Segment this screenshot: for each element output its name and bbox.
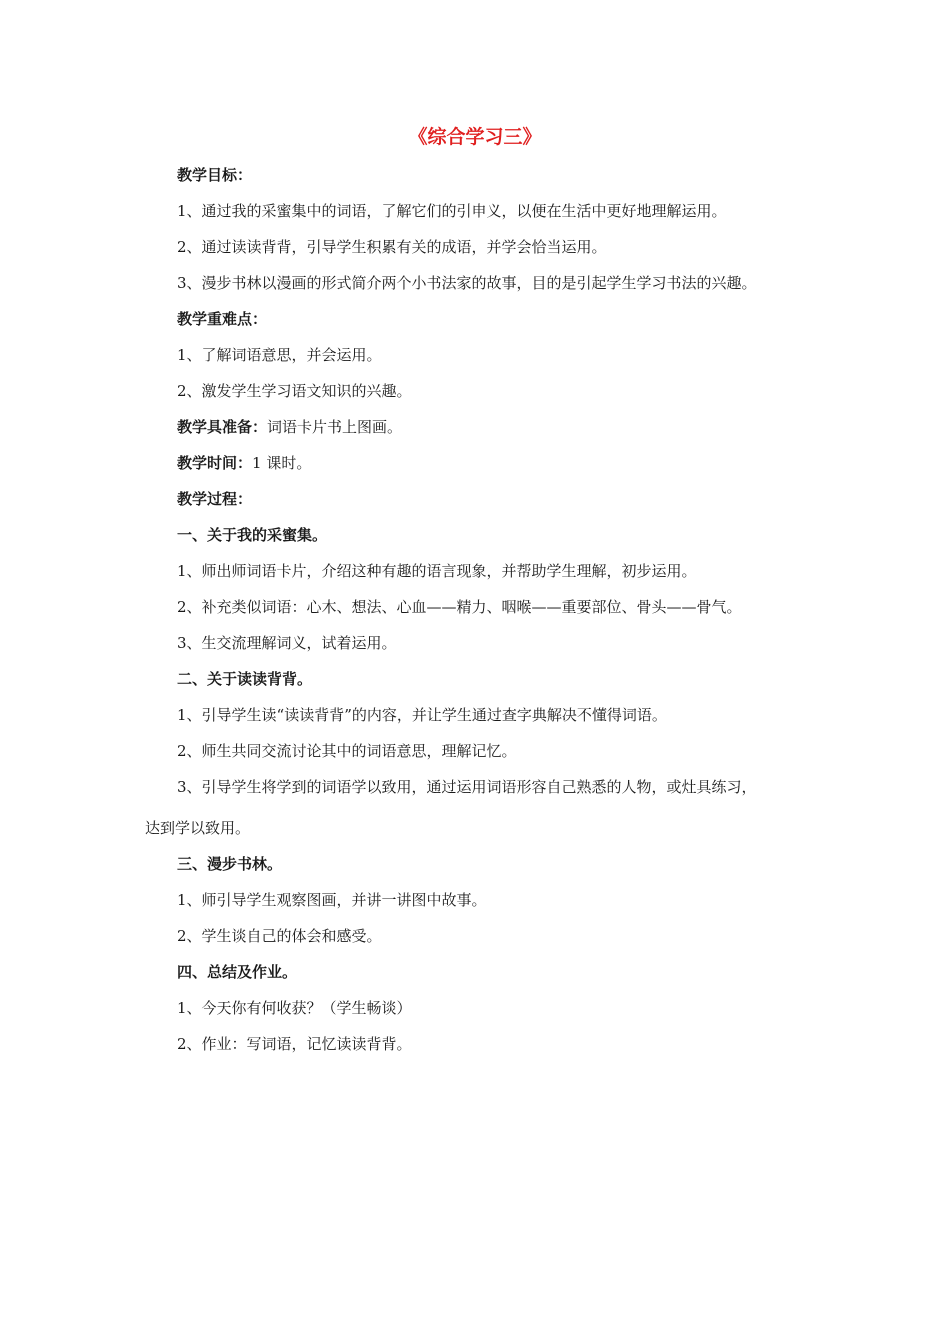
section-item: 1、今天你有何收获？（学生畅谈）	[177, 999, 412, 1017]
section-item: 3、生交流理解词义，试着运用。	[177, 634, 397, 652]
time-value: 1 课时。	[252, 454, 312, 472]
section-item: 1、引导学生读“读读背背”的内容，并让学生通过查字典解决不懂得词语。	[177, 706, 667, 724]
section-item: 2、学生谈自己的体会和感受。	[177, 927, 382, 945]
tools-value: 词语卡片书上图画。	[267, 418, 403, 436]
section-item-continuation: 达到学以致用。	[145, 819, 251, 837]
objective-item: 3、漫步书林以漫画的形式简介两个小书法家的故事，目的是引起学生学习书法的兴趣。	[177, 274, 757, 292]
section-item: 1、师引导学生观察图画，并讲一讲图中故事。	[177, 891, 487, 909]
section-item: 2、师生共同交流讨论其中的词语意思，理解记忆。	[177, 742, 517, 760]
section-heading: 一、关于我的采蜜集。	[177, 526, 328, 544]
section-item: 3、引导学生将学到的词语学以致用，通过运用词语形容自己熟悉的人物，或灶具练习，	[177, 778, 757, 796]
objective-item: 1、通过我的采蜜集中的词语，了解它们的引申义，以便在生活中更好地理解运用。	[177, 202, 727, 220]
difficulty-item: 2、激发学生学习语文知识的兴趣。	[177, 382, 412, 400]
section-item: 1、师出师词语卡片，介绍这种有趣的语言现象，并帮助学生理解，初步运用。	[177, 562, 697, 580]
section-item: 2、补充类似词语：心木、想法、心血——精力、咽喉——重要部位、骨头——骨气。	[177, 598, 742, 616]
process-heading: 教学过程：	[177, 490, 253, 508]
objective-item: 2、通过读读背背，引导学生积累有关的成语，并学会恰当运用。	[177, 238, 607, 256]
tools-line	[177, 416, 402, 437]
section-heading: 二、关于读读背背。	[177, 670, 313, 688]
tools-label: 教学具准备：	[177, 418, 268, 436]
difficulties-heading: 教学重难点：	[177, 310, 268, 328]
section-item: 2、作业：写词语，记忆读读背背。	[177, 1035, 412, 1053]
section-heading: 三、漫步书林。	[177, 855, 283, 873]
objectives-heading: 教学目标：	[177, 166, 253, 184]
section-heading: 四、总结及作业。	[177, 963, 298, 981]
time-label: 教学时间：	[177, 454, 253, 472]
time-line	[177, 452, 311, 473]
document-title: 《综合学习三》	[408, 126, 542, 148]
difficulty-item: 1、了解词语意思，并会运用。	[177, 346, 382, 364]
